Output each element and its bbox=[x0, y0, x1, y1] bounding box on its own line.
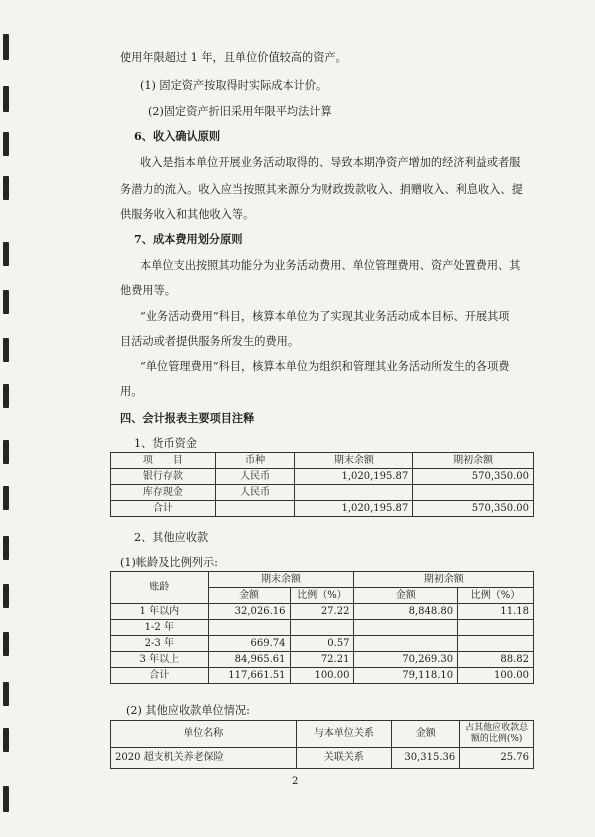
table-cell: 库存现金 bbox=[111, 485, 216, 501]
table-cell: 1-2 年 bbox=[111, 620, 209, 636]
table-cell bbox=[458, 636, 534, 652]
table-cell: 关联关系 bbox=[296, 748, 392, 769]
table-cell: 570,350.00 bbox=[413, 469, 534, 485]
table-row bbox=[111, 636, 534, 652]
table-cell: 合计 bbox=[111, 668, 209, 684]
table-row bbox=[111, 748, 534, 769]
unit-table bbox=[110, 720, 534, 769]
subsection-heading: (2) 其他应收款单位情况: bbox=[126, 704, 250, 717]
table-row bbox=[111, 604, 534, 620]
subsection-heading: 2、其他应收款 bbox=[134, 531, 209, 544]
table-cell: 25.76 bbox=[460, 748, 534, 769]
paragraph-text: 目活动或者提供服务所发生的费用。 bbox=[120, 335, 300, 348]
table-header: 期初余额 bbox=[413, 453, 534, 469]
table-cell: 117,661.51 bbox=[208, 668, 290, 684]
table-header: 与本单位关系 bbox=[296, 721, 392, 748]
table-cell bbox=[215, 501, 295, 517]
cash-table bbox=[110, 452, 534, 517]
table-cell: 669.74 bbox=[208, 636, 290, 652]
aging-table bbox=[110, 571, 534, 684]
table-cell: 合计 bbox=[111, 501, 216, 517]
table-cell bbox=[354, 620, 458, 636]
table-header-row bbox=[111, 453, 534, 469]
table-row bbox=[111, 668, 534, 684]
table-header: 比例（%） bbox=[458, 588, 534, 604]
paragraph-text: 供服务收入和其他收入等。 bbox=[120, 208, 255, 221]
page-number: 2 bbox=[292, 776, 299, 787]
table-cell: 84,965.61 bbox=[208, 652, 290, 668]
paragraph-text: 使用年限超过 1 年，且单位价值较高的资产。 bbox=[120, 51, 347, 64]
table-cell: 88.82 bbox=[458, 652, 534, 668]
table-header: 期末余额 bbox=[295, 453, 413, 469]
table-row bbox=[111, 620, 534, 636]
table-row bbox=[111, 501, 534, 517]
table-cell: 100.00 bbox=[290, 668, 354, 684]
table-cell bbox=[354, 636, 458, 652]
table-header: 项 目 bbox=[111, 453, 216, 469]
paragraph-text: (2)固定资产折旧采用年限平均法计算 bbox=[148, 105, 332, 118]
table-header: 账龄 bbox=[111, 572, 209, 604]
section-heading: 6、收入确认原则 bbox=[134, 129, 221, 143]
paragraph-text: 本单位支出按照其功能分为业务活动费用、单位管理费用、资产处置费用、其 bbox=[140, 259, 521, 272]
paragraph-text: “单位管理费用”科目，核算本单位为组织和管理其业务活动所发生的各项费 bbox=[140, 360, 510, 373]
table-header: 期末余额 bbox=[208, 572, 354, 588]
table-cell: 30,315.36 bbox=[392, 748, 460, 769]
table-cell: 8,848.80 bbox=[354, 604, 458, 620]
table-cell: 1,020,195.87 bbox=[295, 469, 413, 485]
subsection-heading: 1、货币资金 bbox=[134, 437, 198, 450]
table-header-row bbox=[111, 721, 534, 748]
table-cell: 银行存款 bbox=[111, 469, 216, 485]
table-cell: 70,269.30 bbox=[354, 652, 458, 668]
table-header: 比例（%） bbox=[290, 588, 354, 604]
table-cell: 11.18 bbox=[458, 604, 534, 620]
table-cell: 2-3 年 bbox=[111, 636, 209, 652]
table-cell: 0.57 bbox=[290, 636, 354, 652]
table-header: 单位名称 bbox=[111, 721, 297, 748]
table-cell: 1 年以内 bbox=[111, 604, 209, 620]
table-cell: 3 年以上 bbox=[111, 652, 209, 668]
table-cell: 79,118.10 bbox=[354, 668, 458, 684]
table-cell: 人民币 bbox=[215, 469, 295, 485]
paragraph-text: 用。 bbox=[120, 385, 143, 398]
paragraph-text: 收入是指本单位开展业务活动取得的、导致本期净资产增加的经济利益或者服 bbox=[140, 156, 521, 169]
paragraph-text: (1) 固定资产按取得时实际成本计价。 bbox=[140, 79, 328, 92]
table-cell bbox=[208, 620, 290, 636]
table-row bbox=[111, 485, 534, 501]
table-cell: 72.21 bbox=[290, 652, 354, 668]
section-heading: 7、成本费用划分原则 bbox=[134, 232, 243, 246]
table-header: 币种 bbox=[215, 453, 295, 469]
table-cell: 1,020,195.87 bbox=[295, 501, 413, 517]
table-cell bbox=[413, 485, 534, 501]
paragraph-text: “业务活动费用”科目，核算本单位为了实现其业务活动成本目标、开展其项 bbox=[140, 310, 510, 323]
table-header: 金额 bbox=[392, 721, 460, 748]
table-cell bbox=[295, 485, 413, 501]
table-header: 占其他应收款总额的比例(%) bbox=[460, 721, 534, 748]
table-cell: 人民币 bbox=[215, 485, 295, 501]
table-row bbox=[111, 652, 534, 668]
table-cell: 27.22 bbox=[290, 604, 354, 620]
table-row bbox=[111, 469, 534, 485]
table-cell: 100.00 bbox=[458, 668, 534, 684]
table-cell bbox=[458, 620, 534, 636]
table-header-row bbox=[111, 572, 534, 588]
table-cell bbox=[290, 620, 354, 636]
table-cell: 32,026.16 bbox=[208, 604, 290, 620]
paragraph-text: 务潜力的流入。收入应当按照其来源分为财政拨款收入、捐赠收入、利息收入、提 bbox=[120, 183, 523, 196]
table-cell: 2020 超支机关养老保险 bbox=[111, 748, 297, 769]
subsection-heading: (1)帐龄及比例列示: bbox=[120, 556, 218, 569]
table-header: 金额 bbox=[208, 588, 290, 604]
table-header: 金额 bbox=[354, 588, 458, 604]
table-cell: 570,350.00 bbox=[413, 501, 534, 517]
paragraph-text: 他费用等。 bbox=[120, 284, 176, 297]
section-heading: 四、会计报表主要项目注释 bbox=[120, 411, 255, 425]
table-header: 期初余额 bbox=[354, 572, 534, 588]
